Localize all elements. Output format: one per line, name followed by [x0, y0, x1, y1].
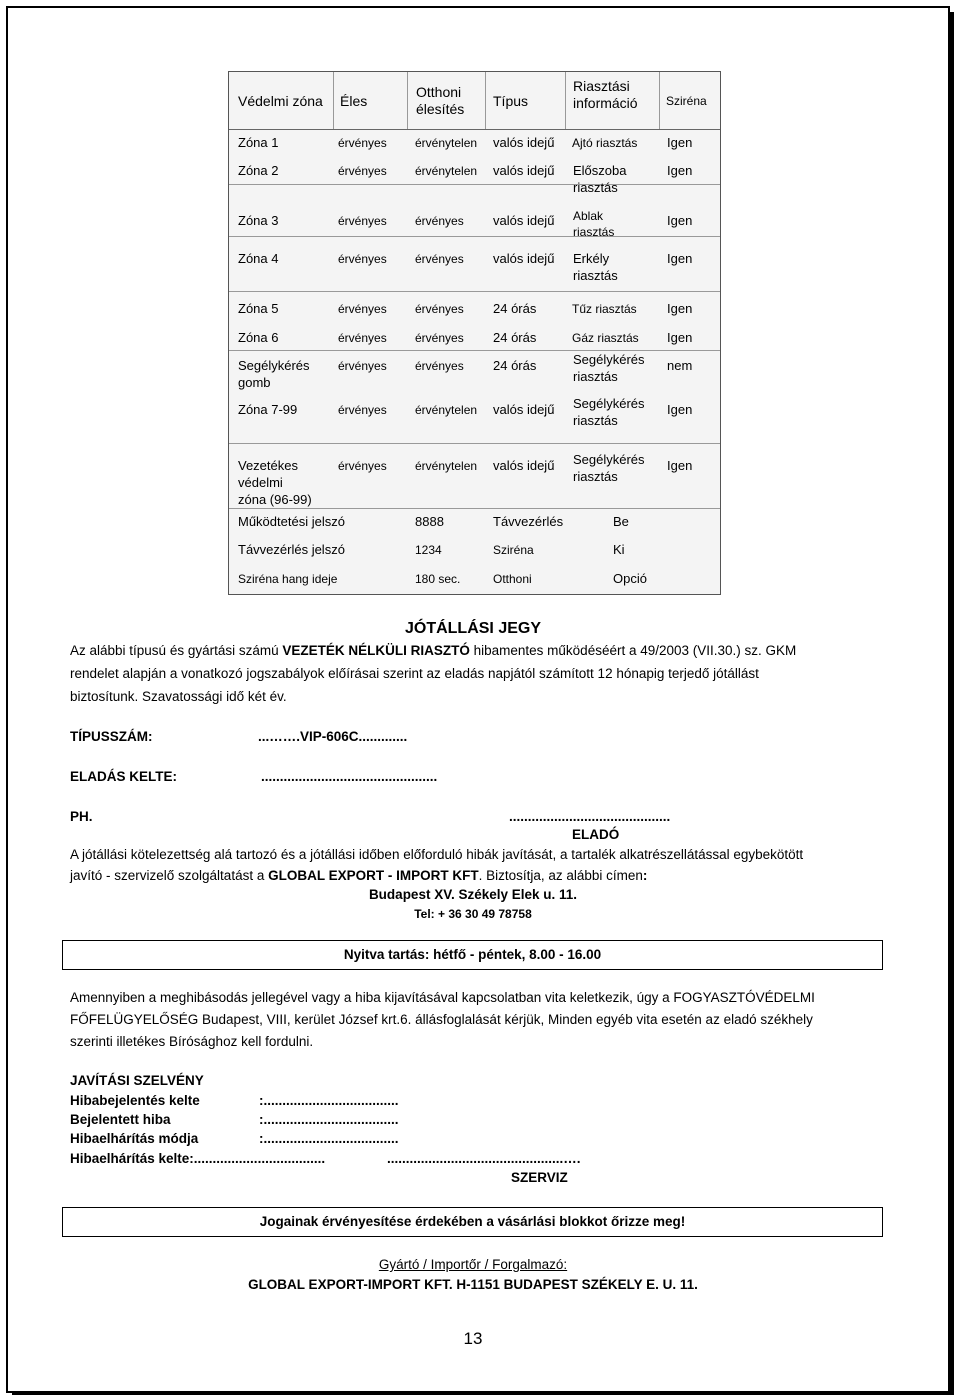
- sirena-value: Igen: [667, 251, 693, 266]
- repair-field-label: Hibaelhárítás kelte:...................................: [70, 1151, 326, 1166]
- tipus-value: 24 órás: [493, 358, 537, 373]
- info-value: riasztás: [573, 413, 618, 428]
- info-value: riasztás: [573, 268, 618, 283]
- zone-name: védelmi: [238, 475, 283, 490]
- seller-label: ELADÓ: [572, 827, 620, 842]
- zone-name: Zóna 4: [238, 251, 279, 266]
- dispute-paragraph-line: Amennyiben a meghibásodás jellegével vagy a hiba kijavításával kapcsolatban vita keletkezik, úgy a FOGYASZTÓVÉDELMI: [70, 990, 815, 1005]
- warranty-paragraph-line: [70, 642, 796, 660]
- eles-value: érvényes: [338, 214, 387, 228]
- tipus-value: valós idejű: [493, 402, 555, 417]
- setting-value: 8888: [415, 514, 444, 529]
- info-value: riasztás: [573, 469, 618, 484]
- eles-value: érvényes: [338, 136, 387, 150]
- header-divider: [565, 72, 566, 130]
- sirena-value: Igen: [667, 330, 693, 345]
- tipus-value: 24 órás: [493, 330, 537, 345]
- sirena-value: Igen: [667, 213, 693, 228]
- sirena-value: Igen: [667, 135, 693, 150]
- type-value: ...…….VIP-606C.............: [258, 729, 408, 744]
- row-separator: [229, 508, 720, 509]
- page-border-shadow-bottom: [12, 1391, 954, 1395]
- manufacturer-label: Gyártó / Importőr / Forgalmazó:: [378, 1257, 568, 1272]
- stamp-label: PH.: [70, 809, 93, 824]
- sirena-value: Igen: [667, 163, 693, 178]
- product-name: VEZETÉK NÉLKÜLI RIASZTÓ: [282, 643, 470, 658]
- dispute-paragraph-line: FŐFELÜGYELŐSÉG Budapest, VIII, kerület József krt.6. állásfoglalását kérjük, Minden egyéb vita esetén az eladó székhely: [70, 1012, 813, 1027]
- text-run: . Biztosítja, az alábbi címen: [478, 868, 643, 883]
- info-value: Segélykérés: [573, 352, 645, 367]
- sale-date-value: ...............................................: [261, 769, 438, 784]
- setting-label: Működtetési jelszó: [238, 514, 345, 529]
- zone-name: Vezetékes: [238, 458, 298, 473]
- sirena-value: Igen: [667, 402, 693, 417]
- zone-name: Zóna 7-99: [238, 402, 298, 417]
- row-separator: [229, 291, 720, 292]
- info-value: Segélykérés: [573, 452, 645, 467]
- info-value: Tűz riasztás: [572, 302, 637, 316]
- eles-value: érvényes: [338, 331, 387, 345]
- tipus-value: valós idejű: [493, 213, 555, 228]
- header-otthoni: élesítés: [416, 101, 465, 117]
- repair-field-value: ...............................................….: [387, 1151, 581, 1166]
- zone-name: gomb: [238, 375, 271, 390]
- type-label: TÍPUSSZÁM:: [70, 729, 153, 744]
- otthoni-value: érvényes: [415, 302, 464, 316]
- header-divider: [659, 72, 660, 130]
- warranty-paragraph-line: rendelet alapján a vonatkozó jogszabályok előírásai szerint az eladás napjától számított 12 hónapig terjedő jótállást: [70, 666, 759, 681]
- service-paragraph-line: [70, 867, 647, 885]
- receipt-note: Jogainak érvényesítése érdekében a vásárlási blokkot őrizze meg!: [259, 1214, 686, 1229]
- service-phone: Tel: + 36 30 49 78758: [414, 907, 532, 921]
- page-border-shadow-right: [950, 12, 954, 1393]
- otthoni-value: érvényes: [415, 214, 464, 228]
- header-sirena: Sziréna: [666, 94, 707, 108]
- zone-table: [228, 71, 721, 595]
- repair-field-label: Bejelentett hiba: [70, 1112, 171, 1127]
- header-eles: Éles: [340, 93, 368, 109]
- zone-name: Zóna 3: [238, 213, 279, 228]
- setting-value: Be: [613, 514, 629, 529]
- setting-label: Távvezérlés jelszó: [238, 542, 345, 557]
- warranty-title: JÓTÁLLÁSI JEGY: [404, 620, 542, 637]
- setting-label: Távvezérlés: [493, 514, 564, 529]
- eles-value: érvényes: [338, 252, 387, 266]
- eles-value: érvényes: [338, 164, 387, 178]
- row-separator: [229, 236, 720, 237]
- otthoni-value: érvényes: [415, 252, 464, 266]
- repair-field-value: :....................................: [259, 1112, 399, 1127]
- repair-field-value: :....................................: [259, 1093, 399, 1108]
- row-separator: [229, 184, 720, 185]
- text-run: javító - szervizelő szolgáltatást a: [70, 868, 269, 883]
- otthoni-value: érvényes: [415, 359, 464, 373]
- tipus-value: valós idejű: [493, 163, 555, 178]
- otthoni-value: érvényes: [415, 331, 464, 345]
- eles-value: érvényes: [338, 403, 387, 417]
- setting-value: Opció: [613, 571, 647, 586]
- header-zone: Védelmi zóna: [238, 93, 323, 109]
- header-divider: [407, 72, 408, 130]
- zone-name: Zóna 5: [238, 301, 279, 316]
- sirena-value: Igen: [667, 458, 693, 473]
- company-name: GLOBAL EXPORT - IMPORT KFT: [268, 868, 479, 883]
- repair-field-value: :....................................: [259, 1131, 399, 1146]
- otthoni-value: érvénytelen: [415, 164, 478, 178]
- otthoni-value: érvénytelen: [415, 403, 478, 417]
- repair-title: JAVÍTÁSI SZELVÉNY: [70, 1073, 204, 1088]
- info-value: riasztás: [573, 225, 615, 239]
- service-paragraph-line: A jótállási kötelezettség alá tartozó és a jótállási időben előforduló hibák javítását, a tartalék alkatrészellátással egybekötött: [70, 847, 804, 862]
- service-signature-label: SZERVIZ: [511, 1170, 568, 1185]
- tipus-value: valós idejű: [493, 135, 555, 150]
- info-value: riasztás: [573, 369, 618, 384]
- header-otthoni: Otthoni: [416, 84, 462, 100]
- zone-name: Segélykérés: [238, 358, 310, 373]
- row-separator: [229, 443, 720, 444]
- service-address: Budapest XV. Székely Elek u. 11.: [368, 887, 578, 902]
- eles-value: érvényes: [338, 302, 387, 316]
- zone-name: zóna (96-99): [238, 492, 312, 507]
- sirena-value: nem: [667, 358, 693, 373]
- repair-field-label: Hibabejelentés kelte: [70, 1093, 200, 1108]
- header-info: Riasztási: [573, 78, 630, 94]
- zone-name: Zóna 2: [238, 163, 279, 178]
- tipus-value: valós idejű: [493, 458, 555, 473]
- info-value: Ablak: [573, 209, 604, 223]
- warranty-paragraph-line: biztosítunk. Szavatossági idő két év.: [70, 689, 287, 704]
- info-value: Ajtó riasztás: [572, 136, 638, 150]
- setting-label: Sziréna: [493, 543, 534, 557]
- zone-name: Zóna 1: [238, 135, 279, 150]
- info-value: Segélykérés: [573, 396, 645, 411]
- text-run: Az alábbi típusú és gyártási számú: [70, 643, 283, 658]
- tipus-value: valós idejű: [493, 251, 555, 266]
- dispute-paragraph-line: szerinti illetékes Bírósághoz kell fordulni.: [70, 1034, 314, 1049]
- setting-label: Sziréna hang ideje: [238, 572, 338, 586]
- setting-label: Otthoni: [493, 572, 532, 586]
- eles-value: érvényes: [338, 459, 387, 473]
- sale-date-label: ELADÁS KELTE:: [70, 769, 177, 784]
- setting-value: Ki: [613, 542, 625, 557]
- opening-hours: Nyitva tartás: hétfő - péntek, 8.00 - 16.00: [343, 947, 602, 962]
- info-value: riasztás: [573, 180, 618, 195]
- setting-value: 1234: [415, 543, 442, 557]
- text-run: :: [642, 868, 648, 883]
- eles-value: érvényes: [338, 359, 387, 373]
- zone-name: Zóna 6: [238, 330, 279, 345]
- repair-field-label: Hibaelhárítás módja: [70, 1131, 199, 1146]
- setting-value: 180 sec.: [415, 572, 461, 586]
- manufacturer-value: GLOBAL EXPORT-IMPORT KFT. H-1151 BUDAPEST SZÉKELY E. U. 11.: [248, 1277, 698, 1292]
- tipus-value: 24 órás: [493, 301, 537, 316]
- text-run: hibamentes működéséért a 49/2003 (VII.30.) sz. GKM: [469, 643, 797, 658]
- header-rule: [229, 129, 720, 130]
- seller-signature-line: ...........................................: [509, 809, 671, 824]
- header-divider: [485, 72, 486, 130]
- header-tipus: Típus: [493, 93, 529, 109]
- otthoni-value: érvénytelen: [415, 136, 478, 150]
- info-value: Erkély: [573, 251, 610, 266]
- info-value: Gáz riasztás: [572, 331, 639, 345]
- page-number: 13: [463, 1329, 483, 1348]
- header-divider: [333, 72, 334, 130]
- row-separator: [229, 350, 720, 351]
- otthoni-value: érvénytelen: [415, 459, 478, 473]
- sirena-value: Igen: [667, 301, 693, 316]
- info-value: Előszoba: [573, 163, 627, 178]
- header-info: információ: [573, 95, 638, 111]
